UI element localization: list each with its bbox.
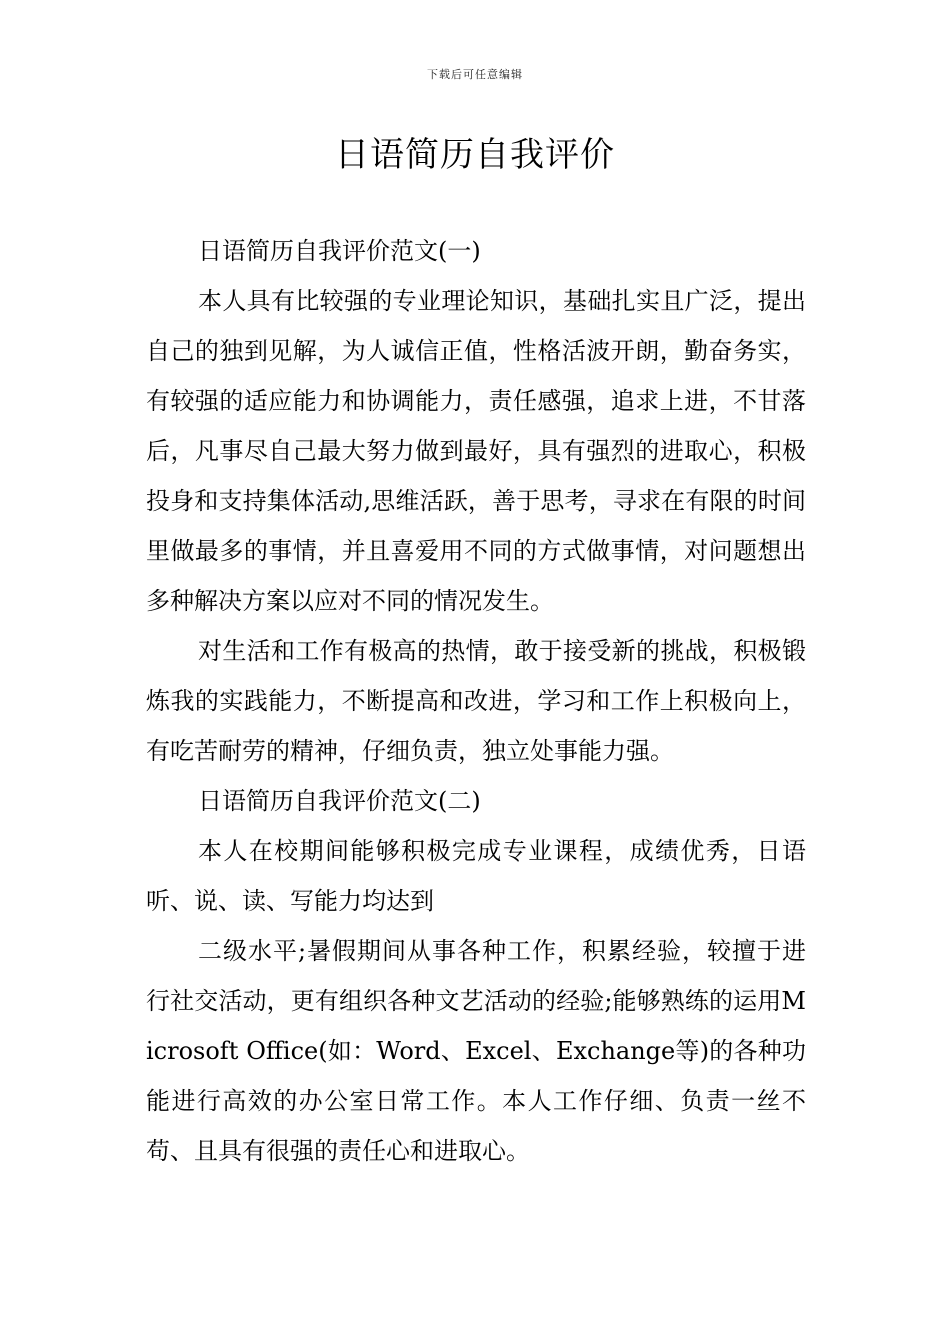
paragraph: 本人在校期间能够积极完成专业课程，成绩优秀，日语听、说、读、写能力均达到: [146, 837, 806, 915]
paragraph: 本人具有比较强的专业理论知识，基础扎实且广泛，提出自己的独到见解，为人诚信正值，性格活波开朗，勤奋务实，有较强的适应能力和协调能力，责任感强，追求上进，不甘落后，凡事尽自己最大努力做到最好，具有强烈的进取心，积极投身和支持集体活动,思维活跃，善于思考，寻求在有限的时间里做最多的事情，并且喜爱用不同的方式做事情，对问题想出多种解决方案以应对不同的情况发生。: [146, 287, 806, 615]
paragraph: 二级水平;暑假期间从事各种工作，积累经验，较擅于进行社交活动，更有组织各种文艺活动的经验;能够熟练的运用Microsoft Office(如：Word、Excel、Exchange等)的各种功能进行高效的办公室日常工作。本人工作仔细、负责一丝不苟、且具有很强的责任心和进取心。: [146, 937, 806, 1165]
section-heading-1: 日语简历自我评价范文(一): [198, 237, 481, 265]
document-title: 日语简历自我评价: [335, 135, 615, 175]
paragraph: 对生活和工作有极高的热情，敢于接受新的挑战，积极锻炼我的实践能力，不断提高和改进，学习和工作上积极向上，有吃苦耐劳的精神，仔细负责，独立处事能力强。: [146, 637, 806, 765]
section-heading-2: 日语简历自我评价范文(二): [198, 787, 481, 815]
header-note: 下载后可任意编辑: [427, 68, 523, 81]
document-body: [146, 226, 806, 1176]
